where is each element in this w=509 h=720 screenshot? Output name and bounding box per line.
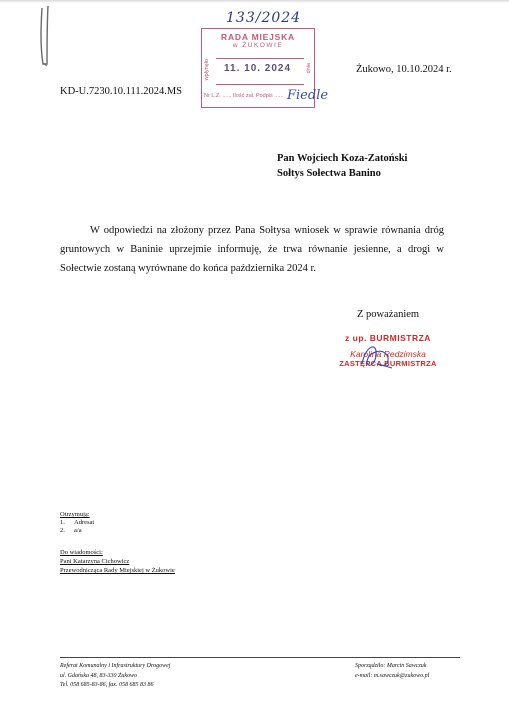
info-recipient-role: Przewodnicząca Rady Miejskiej w Żukowie — [60, 567, 175, 574]
scan-artifact — [0, 0, 60, 80]
distribution-item-text: Adresat — [74, 519, 95, 526]
recipient-name: Pan Wojciech Koza-Zatoński — [277, 153, 408, 164]
distribution-list — [60, 519, 94, 535]
stamp-title: RADA MIEJSKA — [221, 32, 295, 42]
footer-email: e-mail: m.sawczuk@zukowo.pl — [355, 672, 430, 679]
scan-edge — [0, 0, 509, 3]
distribution-item — [60, 527, 94, 535]
recipient-role: Sołtys Sołectwa Banino — [277, 168, 381, 179]
stamp-side-left: wpłynęło — [204, 59, 210, 81]
footer-phone: Tel. 058 685-83-86, fax. 058 685 83 86 — [60, 682, 154, 688]
distribution-title: Otrzymują: — [60, 511, 90, 518]
footer-address: ul. Gdańska 48, 83-330 Żukowo — [60, 672, 137, 679]
footer-author — [355, 662, 429, 681]
footer-prepared-by: Sporządziło: Marcin Sawczuk — [355, 663, 427, 669]
stamp-footer: Nr L.Z. ...... Ilość zał. Podpis ...... — [204, 93, 284, 99]
approval-line-2: Karolina Redzimska — [350, 349, 426, 359]
info-title: Do wiadomości: — [60, 549, 103, 556]
document-date: Żukowo, 10.10.2024 r. — [356, 64, 452, 75]
approval-line-1: z up. BURMISTRZA — [345, 333, 431, 343]
info-recipient-name: Pani Katarzyna Cichowicz — [60, 558, 130, 565]
stamp-date: 11. 10. 2024 — [224, 63, 292, 74]
approval-line-3: ZASTĘPCA BURMISTRZA — [339, 359, 437, 368]
closing-phrase: Z poważaniem — [357, 309, 420, 320]
distribution-item-number: 1. — [60, 519, 65, 526]
stamp-side-right: dnia — [306, 63, 312, 74]
registration-number-handwritten: 133/2024 — [226, 10, 302, 26]
distribution-item — [60, 519, 94, 527]
distribution-item-text: a/a — [74, 527, 82, 534]
handwritten-signature — [356, 338, 396, 374]
stamp-signature: Fiedle — [287, 88, 329, 103]
footer-department-name: Referat Komunalny i Infrastruktury Drogowej — [60, 663, 171, 669]
letter-body: W odpowiedzi na złożony przez Pana Sołtysa wniosek w sprawie równania dróg gruntowych w Baninie uprzejmie informuję, że trwa równanie jesienne, a drogi w Sołectwie zostaną wyrównane do końca października 2024 r. — [60, 225, 444, 274]
distribution-item-number: 2. — [60, 527, 65, 534]
stamp-subtitle: w ŻUKOWIE — [232, 42, 284, 49]
reference-number: KD-U.7230.10.111.2024.MS — [60, 86, 183, 97]
footer-department — [60, 662, 170, 691]
footer-divider — [60, 657, 460, 658]
